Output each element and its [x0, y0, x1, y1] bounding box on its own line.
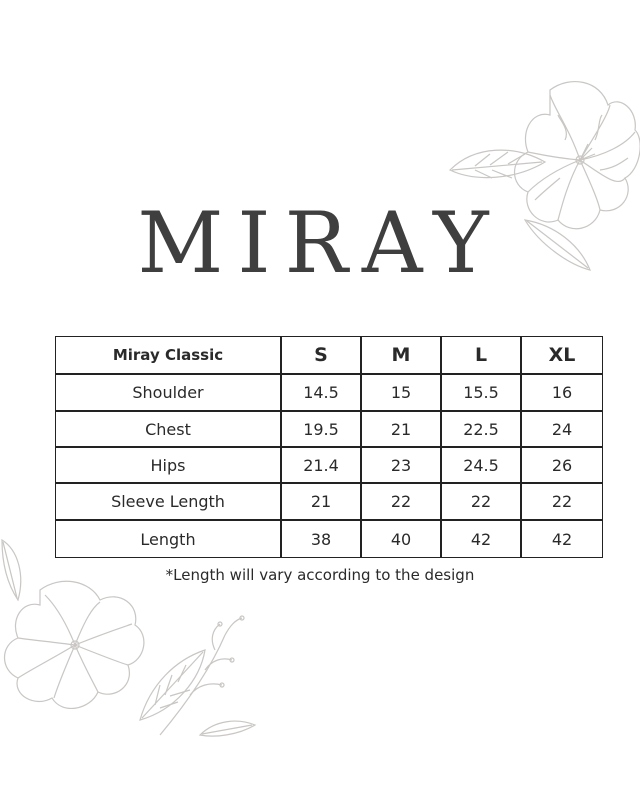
- table-cell: 26: [521, 447, 603, 483]
- table-cell: 23: [361, 447, 441, 483]
- table-cell: 15.5: [441, 374, 521, 411]
- table-cell: 21: [281, 483, 361, 520]
- brand-logo: MIRAY: [137, 194, 503, 292]
- size-header-s: S: [281, 336, 361, 374]
- table-header-label: Miray Classic: [55, 336, 281, 374]
- table-cell: 15: [361, 374, 441, 411]
- table-cell: 38: [281, 520, 361, 558]
- table-cell: 22: [441, 483, 521, 520]
- size-header-xl: XL: [521, 336, 603, 374]
- table-cell: 19.5: [281, 411, 361, 447]
- size-header-l: L: [441, 336, 521, 374]
- table-cell: 40: [361, 520, 441, 558]
- table-cell: 22: [521, 483, 603, 520]
- table-cell: 22: [361, 483, 441, 520]
- table-cell: 24: [521, 411, 603, 447]
- size-header-m: M: [361, 336, 441, 374]
- row-label-sleeve-length: Sleeve Length: [55, 483, 281, 520]
- row-label-shoulder: Shoulder: [55, 374, 281, 411]
- table-cell: 22.5: [441, 411, 521, 447]
- row-label-length: Length: [55, 520, 281, 558]
- row-label-chest: Chest: [55, 411, 281, 447]
- table-cell: 16: [521, 374, 603, 411]
- size-chart-table: [55, 336, 603, 558]
- table-cell: 21: [361, 411, 441, 447]
- row-label-hips: Hips: [55, 447, 281, 483]
- table-cell: 42: [441, 520, 521, 558]
- table-cell: 24.5: [441, 447, 521, 483]
- length-footnote: *Length will vary according to the design: [165, 566, 475, 584]
- table-cell: 21.4: [281, 447, 361, 483]
- table-cell: 14.5: [281, 374, 361, 411]
- table-cell: 42: [521, 520, 603, 558]
